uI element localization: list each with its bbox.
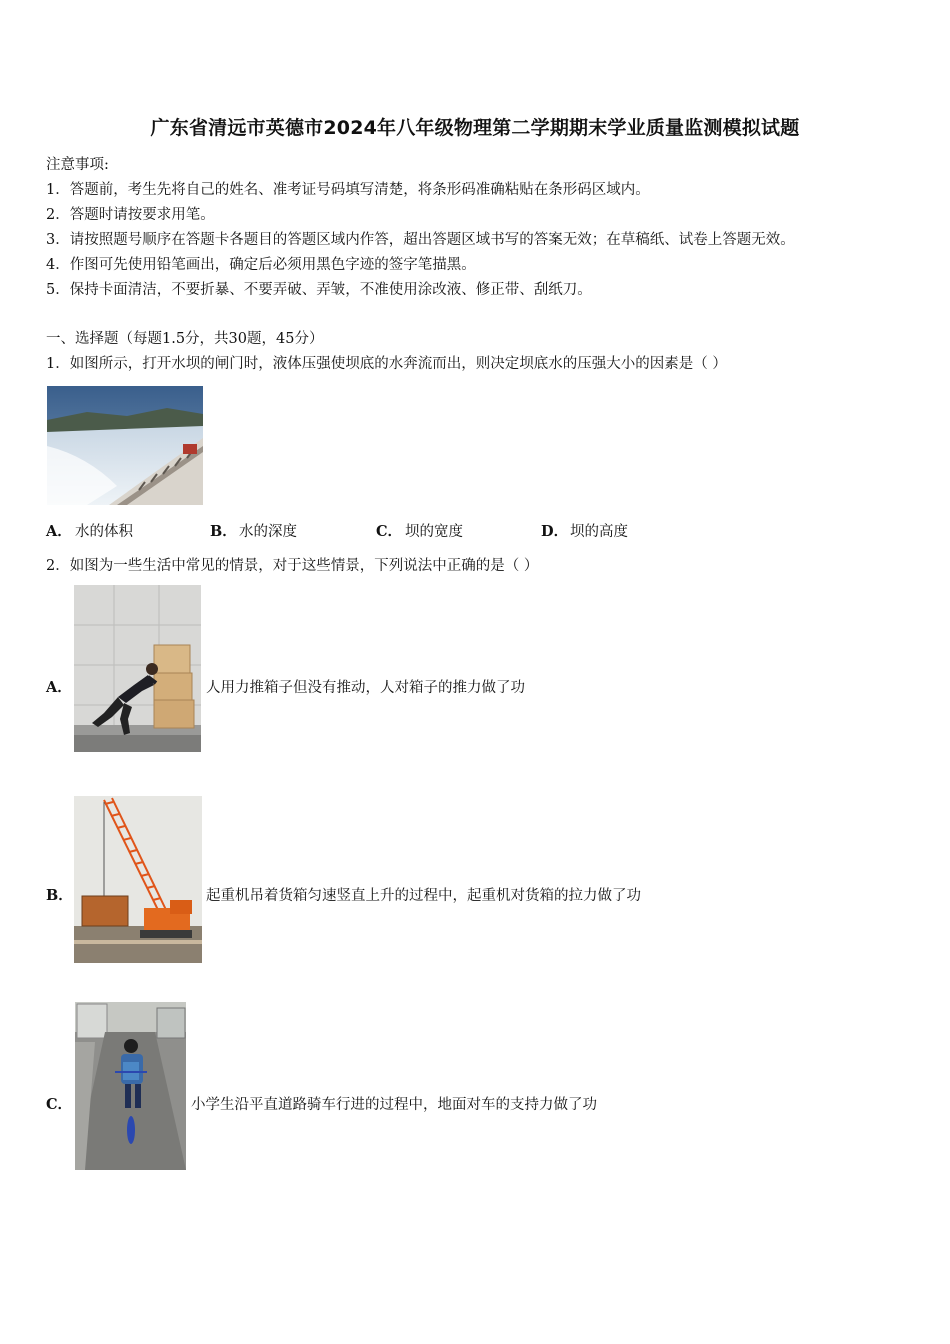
page-title: 广东省清远市英德市2024年八年级物理第二学期期末学业质量监测模拟试题 xyxy=(150,117,800,139)
notice-item: 5．保持卡面清洁，不要折暴、不要弄破、弄皱，不准使用涂改液、修正带、刮纸刀。 xyxy=(46,282,592,298)
q2-option-c-text: 小学生沿平直道路骑车行进的过程中，地面对车的支持力做了功 xyxy=(191,1097,597,1113)
dam-photo xyxy=(47,386,203,505)
q1-option-d-text: 坝的高度 xyxy=(570,524,628,540)
notice-item: 3．请按照题号顺序在答题卡各题目的答题区域内作答，超出答题区域书写的答案无效；在草稿纸、试卷上答题无效。 xyxy=(46,232,795,248)
section-heading: 一、选择题（每题1.5分，共30题，45分） xyxy=(46,331,324,347)
q1-option-b-text: 水的深度 xyxy=(239,524,297,540)
q2-option-c-label: C． xyxy=(46,1096,73,1113)
q1-option-d-label: D． xyxy=(541,523,569,540)
q1-option-a-text: 水的体积 xyxy=(75,524,133,540)
question-2-stem: 2．如图为一些生活中常见的情景，对于这些情景，下列说法中正确的是（ ） xyxy=(46,558,539,574)
crane-photo xyxy=(74,796,202,963)
pushing-box-photo xyxy=(74,585,201,752)
notice-item: 4．作图可先使用铅笔画出，确定后必须用黑色字迹的签字笔描黑。 xyxy=(46,257,476,273)
question-1-stem: 1．如图所示，打开水坝的闸门时，液体压强使坝底的水奔流而出，则决定坝底水的压强大小的因素是（ ） xyxy=(46,356,727,372)
q2-option-b-label: B． xyxy=(46,887,73,904)
q2-option-b-text: 起重机吊着货箱匀速竖直上升的过程中，起重机对货箱的拉力做了功 xyxy=(206,888,641,904)
bicycle-photo xyxy=(75,1002,186,1170)
q1-option-c-text: 坝的宽度 xyxy=(405,524,463,540)
notice-heading: 注意事项: xyxy=(46,157,109,173)
notice-item: 2．答题时请按要求用笔。 xyxy=(46,207,215,223)
q2-option-a-text: 人用力推箱子但没有推动，人对箱子的推力做了功 xyxy=(206,680,525,696)
q2-option-a-label: A． xyxy=(46,679,72,696)
q1-option-b-label: B． xyxy=(210,523,237,540)
q1-option-a-label: A． xyxy=(46,523,72,540)
notice-item: 1．答题前，考生先将自己的姓名、准考证号码填写清楚，将条形码准确粘贴在条形码区域内。 xyxy=(46,182,650,198)
q1-option-c-label: C． xyxy=(376,523,403,540)
